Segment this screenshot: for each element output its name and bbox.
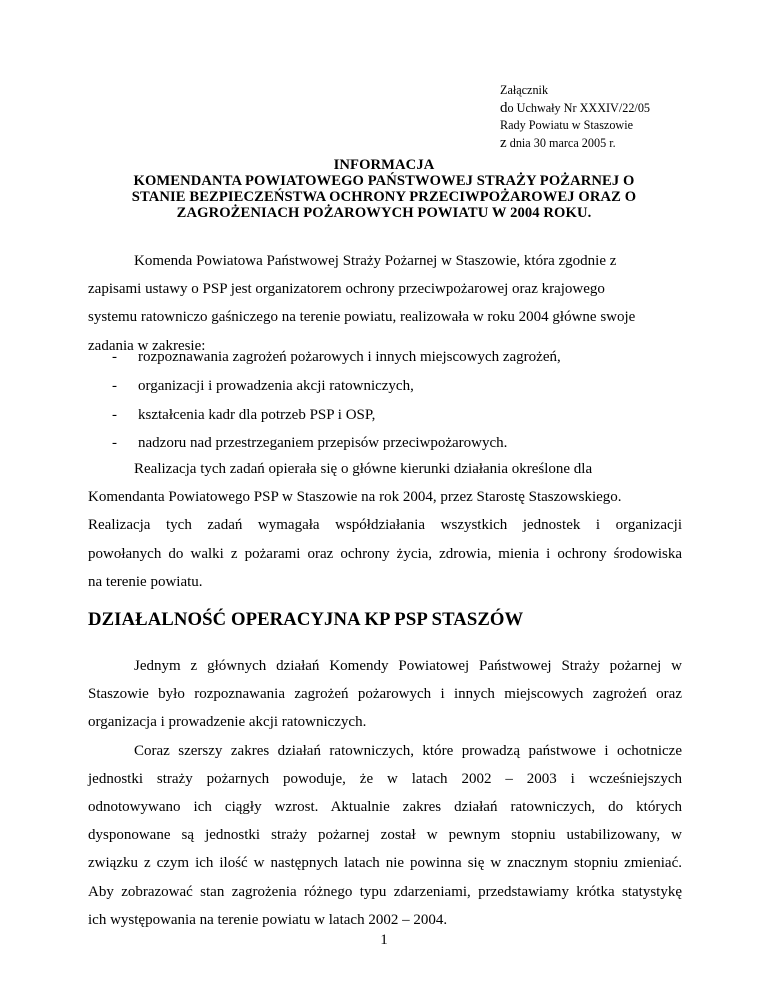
list-dash: - bbox=[112, 406, 117, 423]
title-line-2: KOMENDANTA POWIATOWEGO PAŃSTWOWEJ STRAŻY POŻARNEJ O bbox=[133, 173, 635, 189]
task-item-2: organizacji i prowadzenia akcji ratowniczych, bbox=[138, 377, 414, 394]
operations-line-10: ich występowania na terenie powiatu w latach 2002 – 2004. bbox=[88, 911, 448, 928]
attachment-line-2-rest: o Uchwały Nr XXXIV/22/05 bbox=[507, 100, 651, 115]
list-dash: - bbox=[112, 349, 117, 365]
operations-line-7: dysponowane są jednostki straży pożarnej został w pewnym stopniu ustabilizowany, w bbox=[88, 827, 682, 844]
title-line-3: STANIE BEZPIECZEŃSTWA OCHRONY PRZECIWPOŻAROWEJ ORAZ O bbox=[131, 189, 637, 205]
realization-line-5: na terenie powiatu. bbox=[88, 573, 203, 590]
attachment-line-4-rest: dnia 30 marca 2005 r. bbox=[506, 135, 616, 150]
title-line-1: INFORMACJA bbox=[333, 157, 435, 173]
operations-line-2: Staszowie było rozpoznawania zagrożeń pożarowych i innych miejscowych zagrożeń oraz bbox=[88, 686, 682, 703]
operations-line-6: odnotowywano ich ciągły wzrost. Aktualnie zakres działań ratowniczych, do których bbox=[88, 799, 682, 816]
page-number: 1 bbox=[380, 932, 388, 948]
operations-line-3: organizacja i prowadzenie akcji ratowniczych. bbox=[88, 714, 367, 731]
attachment-note bbox=[500, 82, 650, 152]
realization-line-1: Realizacja tych zadań opierała się o główne kierunki działania określone dla bbox=[134, 461, 593, 477]
operations-line-4: Coraz szerszy zakres działań ratowniczych, które prowadzą państwowe i ochotnicze bbox=[134, 742, 682, 759]
list-item bbox=[112, 372, 561, 401]
list-item bbox=[112, 429, 561, 458]
realization-paragraph bbox=[88, 455, 682, 596]
task-item-4: nadzoru nad przestrzeganiem przepisów przeciwpożarowych. bbox=[138, 435, 508, 452]
task-item-3: kształcenia kadr dla potrzeb PSP i OSP, bbox=[138, 406, 376, 423]
operations-line-1: Jednym z głównych działań Komendy Powiatowej Państwowej Straży pożarnej w bbox=[134, 658, 682, 674]
attachment-line-2 bbox=[500, 100, 650, 118]
section-heading: DZIAŁALNOŚĆ OPERACYJNA KP PSP STASZÓW bbox=[88, 609, 524, 630]
tasks-list bbox=[112, 343, 561, 458]
operations-line-8: związku z czym ich ilość w następnych latach nie powinna się w znacznym stopniu zmieniać. bbox=[88, 855, 682, 872]
attachment-line-3: Rady Powiatu w Staszowie bbox=[500, 118, 634, 133]
operations-paragraph bbox=[88, 652, 682, 934]
task-item-1: rozpoznawania zagrożeń pożarowych i innych miejscowych zagrożeń, bbox=[138, 349, 561, 365]
attachment-line-2-lead: d bbox=[500, 99, 508, 116]
realization-line-3: Realizacja tych zadań wymagała współdziałania wszystkich jednostek i organizacji bbox=[88, 517, 682, 534]
realization-line-4: powołanych do walki z pożarami oraz ochrony życia, zdrowia, mienia i ochrony środowiska bbox=[88, 545, 682, 562]
realization-line-2: Komendanta Powiatowego PSP w Staszowie na rok 2004, przez Starostę Staszowskiego. bbox=[88, 489, 622, 506]
document-title bbox=[100, 157, 668, 221]
operations-line-9: Aby zobrazować stan zagrożenia różnego typu zdarzeniami, przedstawiamy krótka statystykę bbox=[88, 883, 682, 900]
operations-line-5: jednostki straży pożarnych powoduje, że w latach 2002 – 2003 i wcześniejszych bbox=[88, 770, 682, 787]
attachment-line-4 bbox=[500, 135, 650, 153]
attachment-line-4-lead: z bbox=[500, 134, 507, 151]
list-dash: - bbox=[112, 377, 117, 394]
attachment-line-1: Załącznik bbox=[500, 83, 549, 97]
list-item bbox=[112, 343, 561, 372]
list-dash: - bbox=[112, 435, 117, 452]
intro-line-3: systemu ratowniczo gaśniczego na terenie powiatu, realizowała w roku 2004 główne swoje bbox=[88, 309, 636, 326]
intro-line-1: Komenda Powiatowa Państwowej Straży Pożarnej w Staszowie, która zgodnie z bbox=[134, 253, 617, 269]
intro-line-2: zapisami ustawy o PSP jest organizatorem ochrony przeciwpożarowej oraz krajowego bbox=[88, 281, 605, 298]
list-item bbox=[112, 401, 561, 430]
intro-line-4: zadania w zakresie: bbox=[88, 337, 206, 354]
title-line-4: ZAGROŻENIACH POŻAROWYCH POWIATU W 2004 ROKU. bbox=[176, 205, 592, 221]
